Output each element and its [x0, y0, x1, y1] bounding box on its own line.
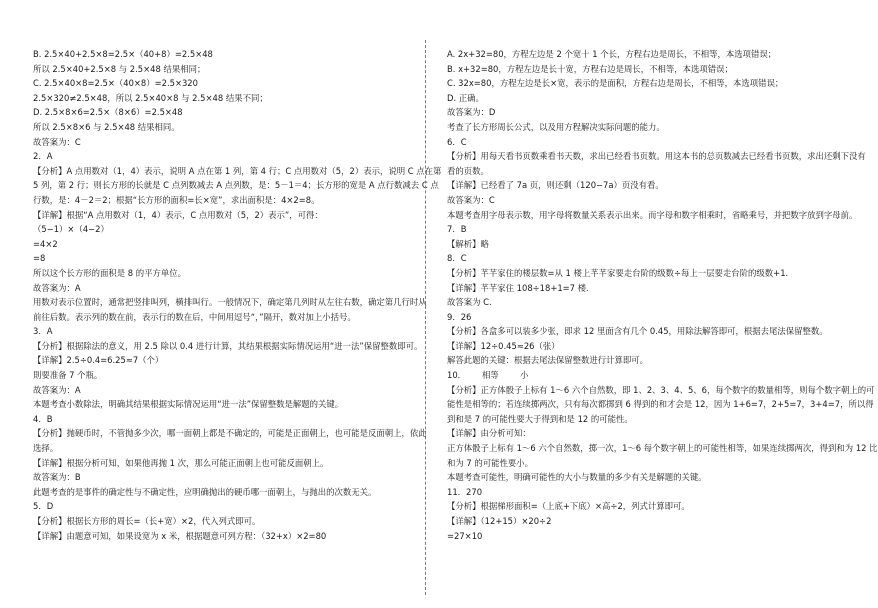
text-line: 2.5×320≠2.5×48，所以 2.5×40×8 与 2.5×48 结果不同； — [33, 92, 268, 103]
text-line: 所以 2.5×8×6 与 2.5×48 结果相同。 — [33, 121, 180, 132]
text-line: 【详解】已经看了 7a 页，则还剩（120−7a）页没有看。 — [447, 180, 664, 191]
text-line: 所以这个长方形的面积是 8 的平方单位。 — [33, 267, 187, 278]
text-line: 【详解】12÷0.45≈26（张） — [447, 340, 560, 351]
text-line: 正方体骰子上标有 1～6 六个自然数，掷一次，1～6 每个数字朝上的可能性相等，如果连续掷两次，得到和为 12 比 — [447, 443, 878, 454]
text-line: 【详解】（12+15）×20÷2 — [447, 516, 552, 526]
text-line: A. 2x+32=80，方程左边是 2 个宽十 1 个长，方程右边是周长，不相等，本选项错误； — [447, 49, 777, 59]
column-divider — [425, 40, 426, 595]
question-number: 9．26 — [447, 311, 472, 322]
text-line: 【详解】根据“A 点用数对（1，4）表示，C 点用数对（5，2）表示”，可得： — [33, 209, 323, 220]
text-line: 【分析】根据长方形的周长=（长+宽）×2，代入列式即可。 — [33, 516, 261, 526]
text-line: B. x+32=80，方程左边是长十宽，方程右边是周长，不相等，本选项错误； — [447, 63, 733, 74]
text-line: 【详解】芊芊家住 108÷18+1=7 楼. — [447, 282, 589, 293]
text-line: 故答案为：C — [33, 136, 81, 147]
text-line: C. 2.5×40×8=2.5×（40×8）=2.5×320 — [33, 78, 198, 89]
text-line: 前往后数。表示列的数在前，表示行的数在后，中间用逗号“，”隔开，数对加上小括号。 — [33, 311, 356, 322]
text-line: 【分析】正方体骰子上标有 1～6 六个自然数，即 1、2、3、4、5、6，每个数字的数量相等，则每个数字朝上的可 — [447, 384, 875, 395]
text-line: =4×2 — [33, 238, 58, 249]
text-line: 故答案为 C. — [447, 297, 492, 308]
text-line: =27×10 — [447, 530, 483, 541]
text-line: （5−1）×（4−2） — [33, 224, 109, 235]
question-number: 10． 相等 小 — [447, 370, 529, 381]
text-line: 本题考查用字母表示数，用字母将数量关系表示出来。而字母和数字相乘时，省略乘号，并把数字放到字母前。 — [447, 209, 858, 220]
text-line: C. 32x=80，方程左边是长×宽，表示的是面积，方程右边是周长，不相等，本选项错误； — [447, 78, 784, 89]
text-line: 解答此题的关键：根据去尾法保留整数进行计算即可。 — [447, 355, 648, 366]
text-line: 故答案为：A — [33, 282, 81, 293]
text-line: 此题考查的是事件的确定性与不确定性，应明确抛出的硬币哪一面朝上，与抛出的次数无关。 — [33, 486, 377, 497]
text-line: 所以 2.5×40+2.5×8 与 2.5×48 结果相同； — [33, 63, 206, 74]
text-line: 能性是相等的；若连续掷两次，只有每次都掷到 6 得到的和才会是 12，因为 1+6=7，2+5=7，3+4=7，所以得 — [447, 399, 874, 410]
text-line: 【分析】根据梯形面积=（上底+下底）×高÷2，列式计算即可。 — [447, 501, 690, 512]
text-line: 【分析】用每天看书页数乘看书天数，求出已经看书页数。用这本书的总页数减去已经看书页数，求出还剩下没有 — [447, 151, 866, 162]
text-line: 用数对表示位置时，通常把竖排叫列，横排叫行。一般情况下，确定第几列时从左往右数，确定第几行时从 — [33, 297, 427, 308]
question-number: 8．C — [447, 253, 467, 264]
text-line: 【分析】芊芊家住的楼层数=从 1 楼上芊芊家要走台阶的级数÷每上一层要走台阶的级数+1. — [447, 267, 789, 278]
left-column — [33, 47, 442, 543]
text-line: 考查了长方形周长公式，以及用方程解决实际问题的能力。 — [447, 121, 665, 132]
question-number: 4．B — [33, 413, 53, 424]
right-column — [447, 47, 878, 543]
text-line: 【分析】抛硬币时，不管抛多少次，哪一面朝上都是不确定的，可能是正面朝上，也可能是反面朝上，依此 — [33, 428, 427, 439]
text-line: 【详解】2.5÷0.4=6.25≈7（个） — [33, 355, 164, 366]
text-line: 本题考查小数除法，明确其结果根据实际情况运用“进一法”保留整数是解题的关键。 — [33, 399, 344, 410]
text-line: 【分析】A 点用数对（1，4）表示，说明 A 点在第 1 列，第 4 行；C 点用数对（5，2）表示，说明 C 点在第 — [33, 165, 442, 176]
text-line: 則要准备 7 个瓶。 — [33, 370, 103, 381]
text-line: 【详解】由分析可知： — [447, 428, 531, 439]
text-line: 5 列，第 2 行；则长方形的长就是 C 点列数减去 A 点列数，是：5－1＝4；长方形的宽是 A 点行数减去 C 点 — [33, 180, 439, 191]
text-line: 【详解】根据分析可知，如果他再抛 1 次，那么可能正面朝上也可能反面朝上。 — [33, 457, 329, 468]
text-line: 故答案为：A — [33, 384, 81, 395]
question-number: 5．D — [33, 501, 54, 512]
text-line: 本题考查可能性，明确可能性的大小与数量的多少有关是解题的关键。 — [447, 472, 707, 483]
text-line: 行数，是：4－2＝2；根据“长方形的面积=长×宽”，求出面积是：4×2=8。 — [33, 194, 320, 205]
text-line: 【解析】略 — [447, 238, 489, 249]
text-line: 选择。 — [33, 443, 59, 454]
text-line: D. 正确。 — [447, 92, 484, 103]
question-number: 11．270 — [447, 486, 483, 497]
text-line: 【分析】各盒多可以装多少张，即求 12 里面含有几个 0.45，用除法解答即可，根据去尾法保留整数。 — [447, 326, 828, 337]
text-line: =8 — [33, 253, 46, 264]
text-line: 和为 7 的可能性要小。 — [447, 457, 534, 468]
text-line: 故答案为：C — [447, 194, 495, 205]
text-line: 到和是 7 的可能性要大于得到和是 12 的可能性。 — [447, 413, 633, 424]
question-number: 2．A — [33, 151, 53, 162]
text-line: 看的页数。 — [447, 165, 489, 176]
question-number: 3．A — [33, 326, 53, 337]
text-line: 故答案为：D — [447, 107, 496, 118]
text-line: B. 2.5×40+2.5×8=2.5×（40+8）=2.5×48 — [33, 49, 213, 59]
question-number: 6．C — [447, 136, 467, 147]
text-line: 故答案为：B — [33, 472, 81, 483]
text-line: D. 2.5×8×6=2.5×（8×6）=2.5×48 — [33, 107, 183, 118]
question-number: 7．B — [447, 224, 467, 235]
text-line: 【详解】由题意可知，如果设宽为 x 米，根据题意可列方程：（32+x）×2=80 — [33, 530, 327, 541]
text-line: 【分析】根据除法的意义，用 2.5 除以 0.4 进行计算，其结果根据实际情况运用“进一法”保留整数即可。 — [33, 340, 423, 351]
